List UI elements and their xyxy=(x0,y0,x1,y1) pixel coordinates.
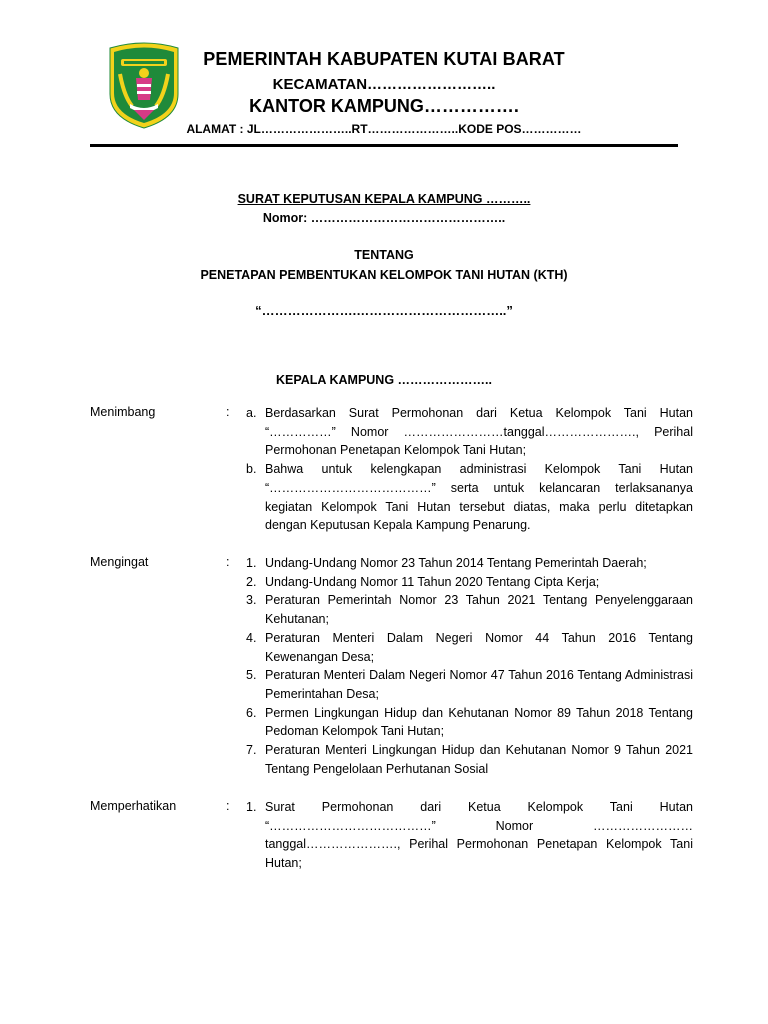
subject-title: PENETAPAN PEMBENTUKAN KELOMPOK TANI HUTAN (KTH) xyxy=(200,268,568,282)
subject-heading: TENTANG xyxy=(354,248,414,262)
list-item xyxy=(246,666,693,703)
list-item xyxy=(246,404,693,460)
list-marker: 7. xyxy=(246,743,257,758)
list-marker: 1. xyxy=(246,800,257,814)
section-label-menimbang: Menimbang xyxy=(90,405,156,419)
list-marker: 2. xyxy=(246,574,257,589)
menimbang-list xyxy=(246,404,693,535)
section-colon: : xyxy=(226,555,230,569)
mengingat-list xyxy=(246,554,693,778)
list-item-text: Peraturan Menteri Dalam Negeri Nomor 44 Tahun 2016 Tentang Kewenangan Desa; xyxy=(265,630,693,664)
section-colon: : xyxy=(226,799,230,813)
list-item-text: Peraturan Menteri Dalam Negeri Nomor 47 Tahun 2016 Tentang Administrasi Pemerintahan Desa; xyxy=(265,668,693,701)
list-item xyxy=(246,460,693,535)
section-label-memperhatikan: Memperhatikan xyxy=(90,799,177,813)
village-head-heading: KEPALA KAMPUNG ………………….. xyxy=(276,373,492,387)
list-item-text: Peraturan Menteri Lingkungan Hidup dan Kehutanan Nomor 9 Tahun 2021 Tentang Pengelolaan Perhutanan Sosial xyxy=(265,743,693,776)
list-item xyxy=(246,704,693,741)
list-marker: 3. xyxy=(246,593,257,608)
letterhead-district: KECAMATAN…………………….. xyxy=(272,76,496,93)
letterhead-office: KANTOR KAMPUNG……………. xyxy=(249,96,519,116)
letterhead-address: ALAMAT : JL…………………..RT…………………..KODE POS…………… xyxy=(186,122,582,136)
memperhatikan-list xyxy=(246,798,693,873)
section-colon: : xyxy=(226,405,230,419)
list-item-text: Peraturan Pemerintah Nomor 23 Tahun 2021 Tentang Penyelenggaraan Kehutanan; xyxy=(265,593,693,627)
list-item-text: Permen Lingkungan Hidup dan Kehutanan Nomor 89 Tahun 2018 Tentang Pedoman Kelompok Tani Hutan; xyxy=(265,705,693,739)
decree-number: Nomor: ……………………………………….. xyxy=(262,211,506,225)
list-marker: 1. xyxy=(246,556,257,570)
list-marker: 4. xyxy=(246,630,257,645)
letterhead-government: PEMERINTAH KABUPATEN KUTAI BARAT xyxy=(203,49,565,69)
list-item-text: Berdasarkan Surat Permohonan dari Ketua Kelompok Tani Hutan “……………” Nomor ……………………tanggal…………………., Perihal Permohonan Penetapan Kelompok Tani Hutan; xyxy=(265,406,693,458)
list-item xyxy=(246,554,693,573)
section-label-mengingat: Mengingat xyxy=(90,555,149,569)
list-marker: 5. xyxy=(246,668,257,683)
list-marker: 6. xyxy=(246,705,257,720)
list-item-text: Surat Permohonan dari Ketua Kelompok Tani Hutan “…………………………………” Nomor ……………………tanggal…………………., Perihal Permohonan Penetapan Kelompok Tani Hutan; xyxy=(265,800,693,871)
decree-title: SURAT KEPUTUSAN KEPALA KAMPUNG ……….. xyxy=(237,192,531,206)
list-marker: b. xyxy=(246,462,257,477)
letterhead-divider xyxy=(90,144,678,147)
list-marker: a. xyxy=(246,406,257,420)
group-name-placeholder: “………………….……………………………..” xyxy=(255,303,513,318)
list-item xyxy=(246,741,693,778)
list-item xyxy=(246,573,693,592)
list-item xyxy=(246,629,693,666)
list-item-text: Undang-Undang Nomor 11 Tahun 2020 Tentang Cipta Kerja; xyxy=(265,574,600,589)
list-item xyxy=(246,798,693,873)
list-item-text: Bahwa untuk kelengkapan administrasi Kelompok Tani Hutan “…………………………………” serta untuk kelancaran terlaksananya kegiatan Kelompok Tani Hutan tersebut diatas, maka perlu ditetapkan dengan Keputusan Kepala Kampung Penarung. xyxy=(265,462,693,533)
list-item-text: Undang-Undang Nomor 23 Tahun 2014 Tentang Pemerintah Daerah; xyxy=(265,556,647,570)
list-item xyxy=(246,591,693,628)
